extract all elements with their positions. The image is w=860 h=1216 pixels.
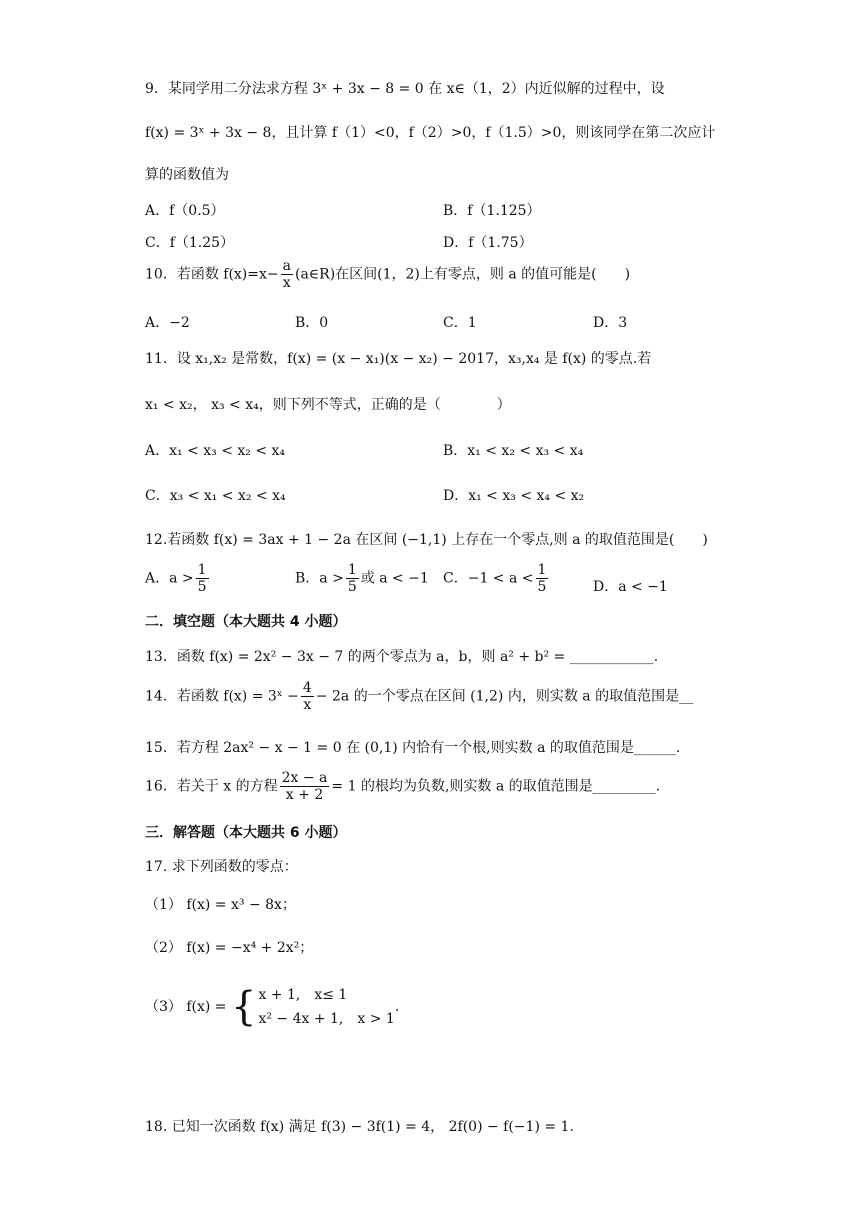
q10-pre: 10．若函数 f(x)=x− (145, 266, 279, 283)
q9-line2: f(x) = 3ˣ + 3x − 8，且计算 f（1）<0，f（2）>0，f（1.5）>0，则该同学在第二次应计 (145, 125, 716, 141)
q11-option-b: B．x₁ < x₂ < x₃ < x₄ (443, 443, 584, 459)
q14-pre: 14．若函数 f(x) = 3ˣ − (145, 688, 299, 705)
q12-c-frac-num: 1 (537, 562, 547, 578)
q16-pre: 16．若关于 x 的方程 (145, 778, 278, 795)
q15-line: 15．若方程 2ax² − x − 1 = 0 在 (0,1) 内恰有一个根,则实数 a 的取值范围是______. (145, 740, 681, 756)
q14-post: − 2a 的一个零点在区间 (1,2) 内，则实数 a 的取值范围是__ (315, 688, 694, 705)
q17-part3-cases (258, 983, 394, 1031)
q16-line (145, 770, 660, 803)
q9-line3: 算的函数值为 (145, 167, 229, 183)
q9-option-a: A．f（0.5） (145, 203, 225, 219)
q12-option-a (145, 562, 211, 595)
q10-fraction (281, 258, 293, 291)
q11-line1: 11．设 x₁,x₂ 是常数，f(x) = (x − x₁)(x − x₂) − 2017，x₃,x₄ 是 f(x) 的零点.若 (145, 351, 652, 367)
q14-fraction (301, 680, 314, 713)
q14-line (145, 680, 693, 713)
q16-fraction (280, 770, 330, 803)
q10-line (145, 258, 630, 291)
q11-option-a: A．x₁ < x₃ < x₂ < x₄ (145, 443, 286, 459)
q9-option-d: D．f（1.75） (443, 235, 533, 251)
q11-option-d: D．x₁ < x₃ < x₄ < x₂ (443, 488, 585, 504)
q12-option-c-fraction (536, 562, 549, 595)
q10-post: (a∈R)在区间(1，2)上有零点，则 a 的值可能是( ) (294, 266, 631, 283)
q17-part3 (145, 983, 399, 1031)
q11-line2: x₁ < x₂， x₃ < x₄，则下列不等式，正确的是（ ） (145, 397, 511, 413)
q17-case1: x + 1, x≤ 1 (258, 987, 348, 1003)
q12-option-a-fraction (196, 562, 209, 595)
q12-option-a-text: A．a > (145, 570, 194, 587)
q17-case2: x² − 4x + 1, x > 1 (258, 1011, 395, 1027)
q18-line: 18. 已知一次函数 f(x) 满足 f(3) − 3f(1) = 4， 2f(0) − f(−1) = 1. (145, 1119, 574, 1135)
q17-part1: （1） f(x) = x³ − 8x； (145, 897, 296, 913)
q10-option-d: D．3 (593, 315, 628, 331)
brace-symbol: { (231, 984, 257, 1030)
section-answer-heading: 三．解答题（本大题共 6 小题） (145, 825, 347, 841)
q17-title: 17. 求下列函数的零点： (145, 859, 298, 875)
q10-frac-num: a (282, 258, 291, 274)
q12-option-b-post: 或 a < −1 (360, 570, 429, 587)
q14-frac-den: x (303, 697, 312, 713)
q9-option-c: C．f（1.25） (145, 235, 235, 251)
q12-a-frac-num: 1 (197, 562, 207, 578)
q17-part3-post: . (394, 999, 400, 1015)
q10-option-c: C．1 (443, 315, 477, 331)
q16-frac-num: 2x − a (281, 770, 328, 786)
q12-option-c-text: C．−1 < a < (443, 570, 534, 587)
q12-a-frac-den: 5 (197, 579, 207, 595)
section-fill-in-heading: 二．填空题（本大题共 4 小题） (145, 614, 347, 630)
q14-frac-num: 4 (302, 680, 312, 696)
q12-option-b-fraction (346, 562, 359, 595)
q9-line1: 9．某同学用二分法求方程 3ˣ + 3x − 8 = 0 在 x∈（1，2）内近似解的过程中，设 (145, 81, 665, 97)
q13-line: 13．函数 f(x) = 2x² − 3x − 7 的两个零点为 a，b，则 a² + b² = ____________. (145, 649, 659, 665)
q10-option-a: A．−2 (145, 315, 190, 331)
q12-b-frac-num: 1 (347, 562, 357, 578)
q10-option-b: B．0 (295, 315, 329, 331)
q12-option-b-text: B．a > (295, 570, 344, 587)
q12-option-d: D．a < −1 (593, 579, 668, 595)
q12-b-frac-den: 5 (347, 579, 357, 595)
q16-post: = 1 的根均为负数,则实数 a 的取值范围是_________. (331, 778, 661, 795)
q12-option-b (295, 562, 429, 595)
q9-option-b: B．f（1.125） (443, 203, 541, 219)
q12-c-frac-den: 5 (537, 579, 547, 595)
q11-option-c: C．x₃ < x₁ < x₂ < x₄ (145, 488, 286, 504)
q17-part2: （2） f(x) = −x⁴ + 2x²； (145, 940, 314, 956)
q12-line: 12.若函数 f(x) = 3ax + 1 − 2a 在区间 (−1,1) 上存在一个零点,则 a 的取值范围是( ) (145, 532, 708, 548)
q17-part3-pre: （3） f(x) = (145, 999, 227, 1015)
q12-option-c (443, 562, 550, 595)
q16-frac-den: x + 2 (285, 787, 324, 803)
q10-frac-den: x (282, 275, 291, 291)
